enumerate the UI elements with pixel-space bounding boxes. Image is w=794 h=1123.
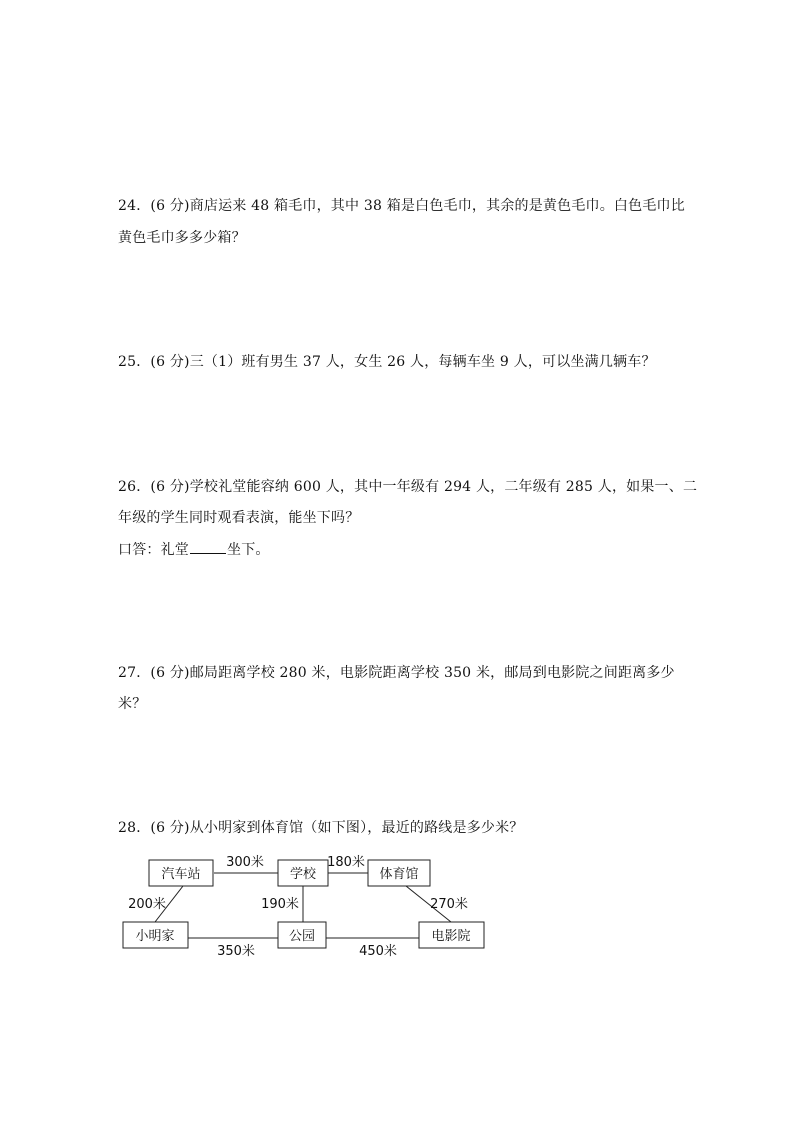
question-24-line-1: 24．(6 分)商店运来 48 箱毛巾，其中 38 箱是白色毛巾，其余的是黄色毛巾。白色毛巾比	[118, 198, 685, 214]
svg-text:学校: 学校	[289, 867, 317, 882]
label-park-cinema: 450米	[359, 944, 397, 959]
answer-prefix: 口答：礼堂	[118, 542, 189, 558]
node-cinema	[419, 922, 484, 948]
node-school	[278, 860, 328, 886]
label-home-park: 350米	[217, 944, 255, 959]
question-26-line-2: 年级的学生同时观看表演，能坐下吗？	[118, 510, 360, 526]
svg-text:小明家: 小明家	[135, 929, 175, 944]
node-bus-station	[149, 860, 213, 886]
question-26-line-1: 26．(6 分)学校礼堂能容纳 600 人，其中一年级有 294 人，二年级有 285 人，如果一、二	[118, 479, 698, 495]
label-school-stadium: 180米	[327, 855, 365, 870]
question-27-line-1: 27．(6 分)邮局距离学校 280 米，电影院距离学校 350 米，邮局到电影院之间距离多少	[118, 665, 675, 681]
svg-text:公园: 公园	[288, 929, 316, 944]
question-24-line-2: 黄色毛巾多多少箱？	[118, 230, 246, 246]
answer-suffix: 坐下。	[227, 542, 270, 558]
node-home	[123, 922, 188, 948]
label-home-bus: 200米	[128, 897, 166, 912]
label-bus-school: 300米	[226, 855, 264, 870]
question-28-line-1: 28．(6 分)从小明家到体育馆（如下图），最近的路线是多少米？	[118, 820, 524, 836]
question-27-line-2: 米？	[118, 696, 147, 712]
svg-text:电影院: 电影院	[431, 929, 471, 944]
svg-text:汽车站: 汽车站	[161, 867, 201, 882]
label-school-park: 190米	[261, 897, 299, 912]
svg-text:体育馆: 体育馆	[379, 867, 419, 882]
node-stadium	[368, 860, 430, 886]
label-stadium-cinema: 270米	[430, 897, 468, 912]
node-park	[278, 922, 326, 948]
question-25-line-1: 25．(6 分)三（1）班有男生 37 人，女生 26 人，每辆车坐 9 人，可以坐满几辆车？	[118, 354, 656, 370]
